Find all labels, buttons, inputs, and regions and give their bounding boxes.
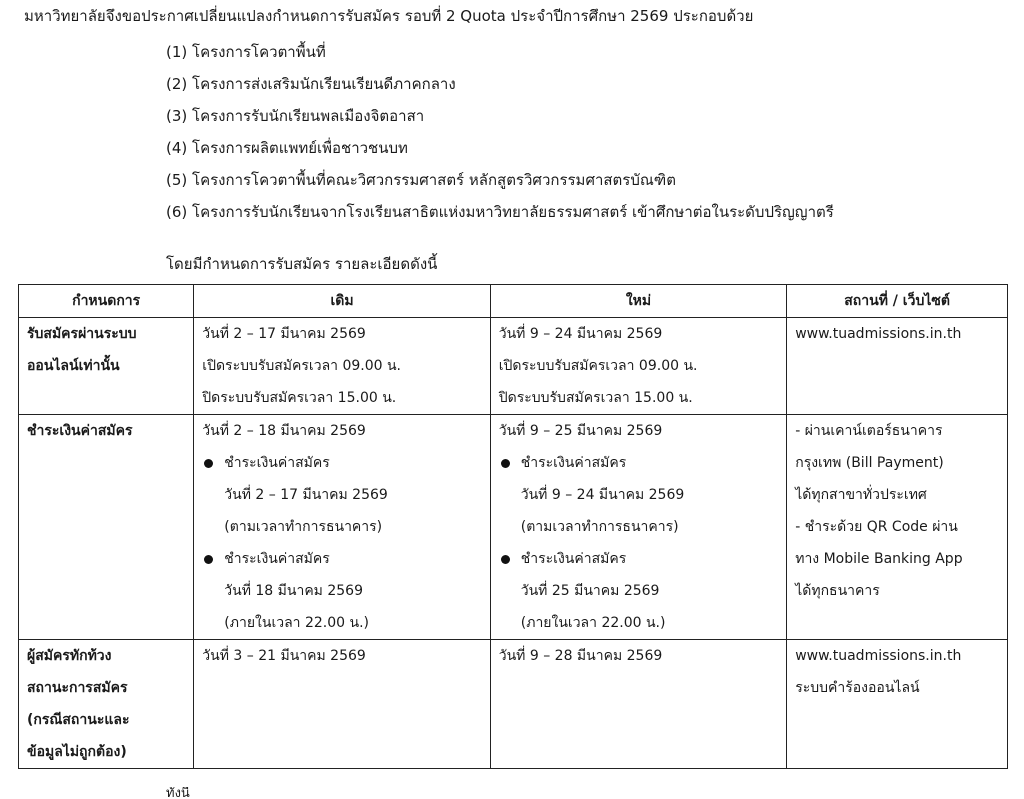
cell-line: เปิดระบบรับสมัครเวลา 09.00 น. xyxy=(202,358,402,374)
cell-line: ปิดระบบรับสมัครเวลา 15.00 น. xyxy=(498,390,693,406)
cell-line: (ภายในเวลา 22.00 น.) xyxy=(520,615,666,631)
bullet-text: ชำระเงินค่าสมัคร xyxy=(224,455,330,471)
header-schedule: กำหนดการ xyxy=(19,285,194,318)
cell-line: วันที่ 9 – 24 มีนาคม 2569 xyxy=(520,487,685,503)
bullet-item xyxy=(202,447,481,479)
row-title-line: รับสมัครผ่านระบบ xyxy=(27,326,137,342)
cell-line: วันที่ 2 – 17 มีนาคม 2569 xyxy=(224,487,388,503)
project-list xyxy=(166,36,1006,228)
table-header-row xyxy=(19,285,1008,318)
cell-line: ได้ทุกธนาคาร xyxy=(795,583,880,599)
bullet-item xyxy=(499,543,778,575)
header-new: ใหม่ xyxy=(490,285,786,318)
cell-line: - ชำระด้วย QR Code ผ่าน xyxy=(795,519,958,535)
cell-line: วันที่ 9 – 28 มีนาคม 2569 xyxy=(498,648,663,664)
cell-line: วันที่ 9 – 24 มีนาคม 2569 xyxy=(498,326,663,342)
table-row xyxy=(19,318,1008,415)
cell-line: ได้ทุกสาขาทั่วประเทศ xyxy=(795,487,927,503)
project-item: (2) โครงการส่งเสริมนักเรียนเรียนดีภาคกลาง xyxy=(166,75,456,93)
row-title xyxy=(19,640,194,769)
bullet-dot-icon xyxy=(204,555,213,564)
row-title xyxy=(19,318,194,415)
website-text: www.tuadmissions.in.th xyxy=(795,326,962,342)
bullet-dot-icon xyxy=(501,555,510,564)
bullet-item xyxy=(202,543,481,575)
cell-line: ระบบคำร้องออนไลน์ xyxy=(795,680,920,696)
new-schedule-cell xyxy=(490,640,786,769)
cell-line: กรุงเทพ (Bill Payment) xyxy=(795,455,944,471)
old-schedule-cell xyxy=(194,415,490,640)
cell-line: ปิดระบบรับสมัครเวลา 15.00 น. xyxy=(202,390,397,406)
intro-paragraph: มหาวิทยาลัยจึงขอประกาศเปลี่ยนแปลงกำหนดการรับสมัคร รอบที่ 2 Quota ประจำปีการศึกษา 2569 ประกอบด้วย xyxy=(24,7,754,25)
row-title-line: (กรณีสถานะและ xyxy=(27,712,130,728)
new-schedule-cell xyxy=(490,318,786,415)
bullet-text: ชำระเงินค่าสมัคร xyxy=(520,455,627,471)
bullet-item xyxy=(499,447,778,479)
cell-line: (ตามเวลาทำการธนาคาร) xyxy=(520,519,679,535)
row-title-line: ผู้สมัครทักท้วง xyxy=(27,648,112,664)
footer-partial-text: ทั้งนี้ xyxy=(166,787,190,799)
row-title-line: ข้อมูลไม่ถูกต้อง) xyxy=(27,744,127,760)
cell-line: วันที่ 2 – 17 มีนาคม 2569 xyxy=(202,326,366,342)
cell-line: - ผ่านเคาน์เตอร์ธนาคาร xyxy=(795,423,943,439)
place-cell xyxy=(787,640,1008,769)
cell-line: วันที่ 18 มีนาคม 2569 xyxy=(224,583,363,599)
bullet-dot-icon xyxy=(204,459,213,468)
row-title xyxy=(19,415,194,640)
cell-line: วันที่ 9 – 25 มีนาคม 2569 xyxy=(498,423,663,439)
row-title-line: ชำระเงินค่าสมัคร xyxy=(27,423,133,439)
cell-line: วันที่ 2 – 18 มีนาคม 2569 xyxy=(202,423,366,439)
table-row xyxy=(19,640,1008,769)
bullet-text: ชำระเงินค่าสมัคร xyxy=(520,551,627,567)
project-item: (5) โครงการโควตาพื้นที่คณะวิศวกรรมศาสตร์ หลักสูตรวิศวกรรมศาสตรบัณฑิต xyxy=(166,171,676,189)
schedule-intro: โดยมีกำหนดการรับสมัคร รายละเอียดดังนี้ xyxy=(166,255,438,273)
bullet-dot-icon xyxy=(501,459,510,468)
project-item: (6) โครงการรับนักเรียนจากโรงเรียนสาธิตแห่งมหาวิทยาลัยธรรมศาสตร์ เข้าศึกษาต่อในระดับปริญญาตรี xyxy=(166,203,834,221)
place-cell xyxy=(787,415,1008,640)
cell-line: (ตามเวลาทำการธนาคาร) xyxy=(224,519,383,535)
cell-line: ทาง Mobile Banking App xyxy=(795,551,963,567)
project-item: (1) โครงการโควตาพื้นที่ xyxy=(166,43,326,61)
header-place: สถานที่ / เว็บไซต์ xyxy=(787,285,1008,318)
place-cell xyxy=(787,318,1008,415)
table-row xyxy=(19,415,1008,640)
cell-line: วันที่ 3 – 21 มีนาคม 2569 xyxy=(202,648,366,664)
row-title-line: ออนไลน์เท่านั้น xyxy=(27,358,120,374)
new-schedule-cell xyxy=(490,415,786,640)
header-old: เดิม xyxy=(194,285,490,318)
row-title-line: สถานะการสมัคร xyxy=(27,680,128,696)
cell-line: เปิดระบบรับสมัครเวลา 09.00 น. xyxy=(498,358,698,374)
website-text: www.tuadmissions.in.th xyxy=(795,648,962,664)
cell-line: (ภายในเวลา 22.00 น.) xyxy=(224,615,369,631)
bullet-text: ชำระเงินค่าสมัคร xyxy=(224,551,330,567)
schedule-table xyxy=(18,284,1008,769)
old-schedule-cell xyxy=(194,640,490,769)
old-schedule-cell xyxy=(194,318,490,415)
project-item: (3) โครงการรับนักเรียนพลเมืองจิตอาสา xyxy=(166,107,425,125)
cell-line: วันที่ 25 มีนาคม 2569 xyxy=(520,583,660,599)
project-item: (4) โครงการผลิตแพทย์เพื่อชาวชนบท xyxy=(166,139,408,157)
